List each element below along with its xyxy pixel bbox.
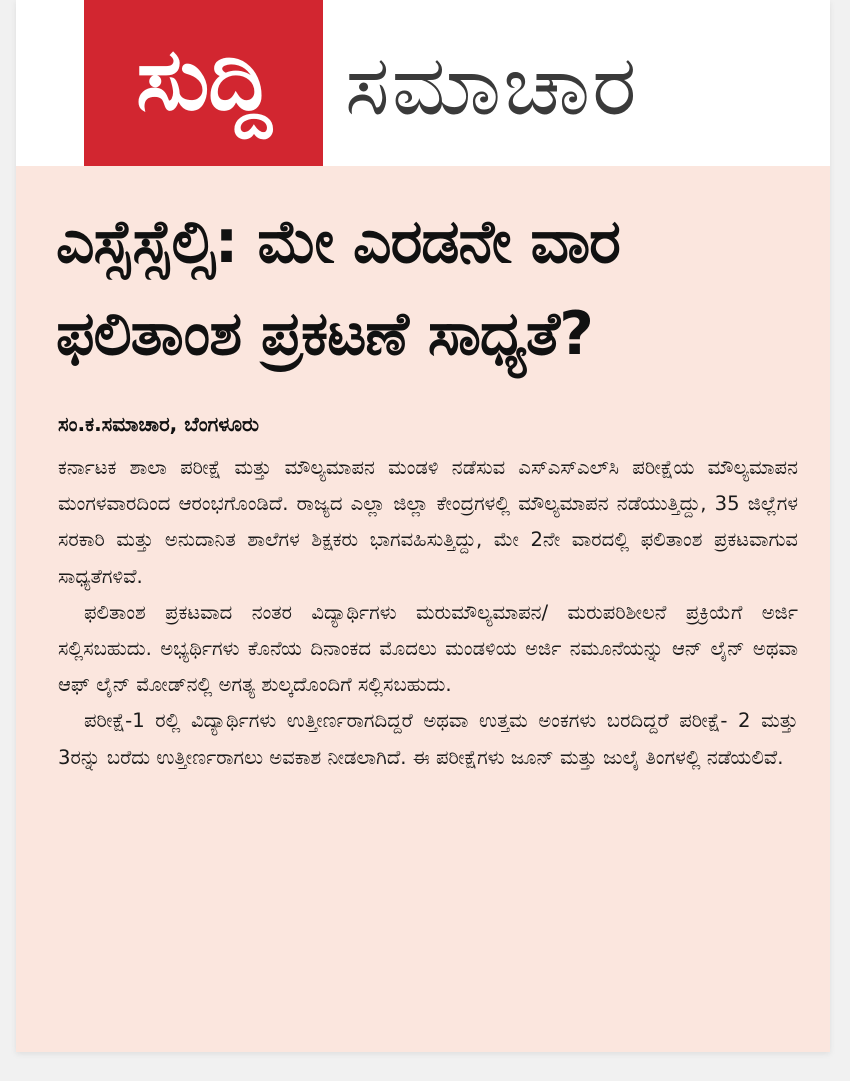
brand-logo-highlight: ಸುದ್ದಿ	[136, 30, 271, 130]
article-paragraph: ಫಲಿತಾಂಶ ಪ್ರಕಟವಾದ ನಂತರ ವಿದ್ಯಾರ್ಥಿಗಳು ಮರುಮೌಲ್ಯಮಾಪನ/ ಮರುಪರಿಶೀಲನೆ ಪ್ರಕ್ರಿಯೆಗೆ ಅರ್ಜಿ ಸಲ್ಲಿಸಬಹುದು. ಅಭ್ಯರ್ಥಿಗಳು ಕೊನೆಯ ದಿನಾಂಕದ ಮೊದಲು ಮಂಡಳಿಯ ಅರ್ಜಿ ನಮೂನೆಯನ್ನು ಆನ್ ಲೈನ್ ಅಥವಾ ಆಫ್ ಲೈನ್ ಮೋಡ್‌ನಲ್ಲಿ ಅಗತ್ಯ ಶುಲ್ಕದೊಂದಿಗೆ ಸಲ್ಲಿಸಬಹುದು.	[58, 600, 798, 697]
article-paragraph: ಪರೀಕ್ಷೆ-1 ರಲ್ಲಿ ವಿದ್ಯಾರ್ಥಿಗಳು ಉತ್ತೀರ್ಣರಾಗದಿದ್ದರೆ ಅಥವಾ ಉತ್ತಮ ಅಂಕಗಳು ಬರದಿದ್ದರೆ ಪರೀಕ್ಷೆ- 2 ಮತ್ತು 3ರನ್ನು ಬರೆದು ಉತ್ತೀರ್ಣರಾಗಲು ಅವಕಾಶ ನೀಡಲಾಗಿದೆ. ಈ ಪರೀಕ್ಷೆಗಳು ಜೂನ್ ಮತ್ತು ಜುಲೈ ತಿಂಗಳಲ್ಲಿ ನಡೆಯಲಿವೆ.	[58, 709, 798, 769]
article-body	[58, 450, 798, 776]
article-dateline: ಸಂ.ಕ.ಸಮಾಚಾರ, ಬೆಂಗಳೂರು	[58, 412, 259, 436]
brand-logo-text: ಸಮಾಚಾರ	[345, 36, 639, 134]
headline-line-1: ಎಸ್ಸೆಸ್ಸೆಲ್ಸಿ: ಮೇ ಎರಡನೇ ವಾರ	[56, 207, 620, 277]
article-paragraph: ಕರ್ನಾಟಕ ಶಾಲಾ ಪರೀಕ್ಷೆ ಮತ್ತು ಮೌಲ್ಯಮಾಪನ ಮಂಡಳಿ ನಡೆಸುವ ಎಸ್‌ಎಸ್‌ಎಲ್‌ಸಿ ಪರೀಕ್ಷೆಯ ಮೌಲ್ಯಮಾಪನ ಮಂಗಳವಾರದಿಂದ ಆರಂಭಗೊಂಡಿದೆ. ರಾಜ್ಯದ ಎಲ್ಲಾ ಜಿಲ್ಲಾ ಕೇಂದ್ರಗಳಲ್ಲಿ ಮೌಲ್ಯಮಾಪನ ನಡೆಯುತ್ತಿದ್ದು, 35 ಜಿಲ್ಲೆಗಳ ಸರಕಾರಿ ಮತ್ತು ಅನುದಾನಿತ ಶಾಲೆಗಳ ಶಿಕ್ಷಕರು ಭಾಗವಹಿಸುತ್ತಿದ್ದು, ಮೇ 2ನೇ ವಾರದಲ್ಲಿ ಫಲಿತಾಂಶ ಪ್ರಕಟವಾಗುವ ಸಾಧ್ಯತೆಗಳಿವೆ.	[58, 456, 798, 588]
article-headline	[56, 196, 786, 380]
headline-line-2: ಫಲಿತಾಂಶ ಪ್ರಕಟಣೆ ಸಾಧ್ಯತೆ?	[56, 299, 593, 369]
brand-logo-box	[84, 0, 323, 166]
